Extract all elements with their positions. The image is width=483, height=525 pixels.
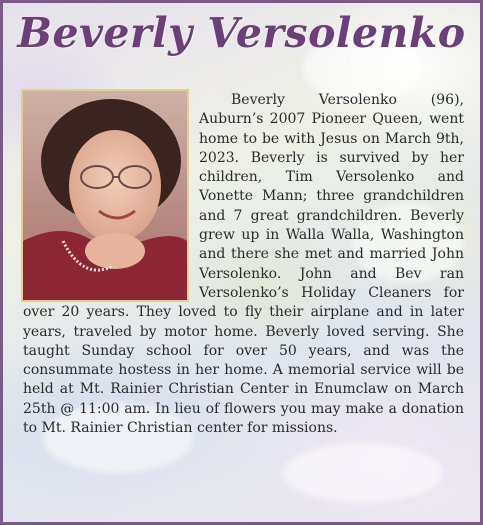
photo-wrap-spacer [23,90,199,302]
deceased-name-heading: Beverly Versolenko [17,9,466,57]
background-flower [283,443,443,503]
obituary-text: Beverly Versolenko (96), Auburn’s 2007 Pioneer Queen, went home to be with Jesus on March 9th, 2023. Beverly is survived by her children, Tim Versolenko and Vonette Mann; three grandchildren and 7 great grandchildren. Beverly grew up in Walla Walla, Washington and there she met and married John Versolenko. John and Bev ran Versolenko’s Holiday Cleaners for over 20 years. They loved to fly their airplane and in later years, traveled by motor home. Beverly loved serving. She taught Sunday school for over 50 years, and was the consummate hostess in her home. A memorial service will be held at Mt. Rainier Christian Center in Enumclaw on March 25th @ 11:00 am. In lieu of flowers you may make a donation to Mt. Rainier Christian center for missions. [23,92,464,437]
obituary-body [23,91,464,438]
